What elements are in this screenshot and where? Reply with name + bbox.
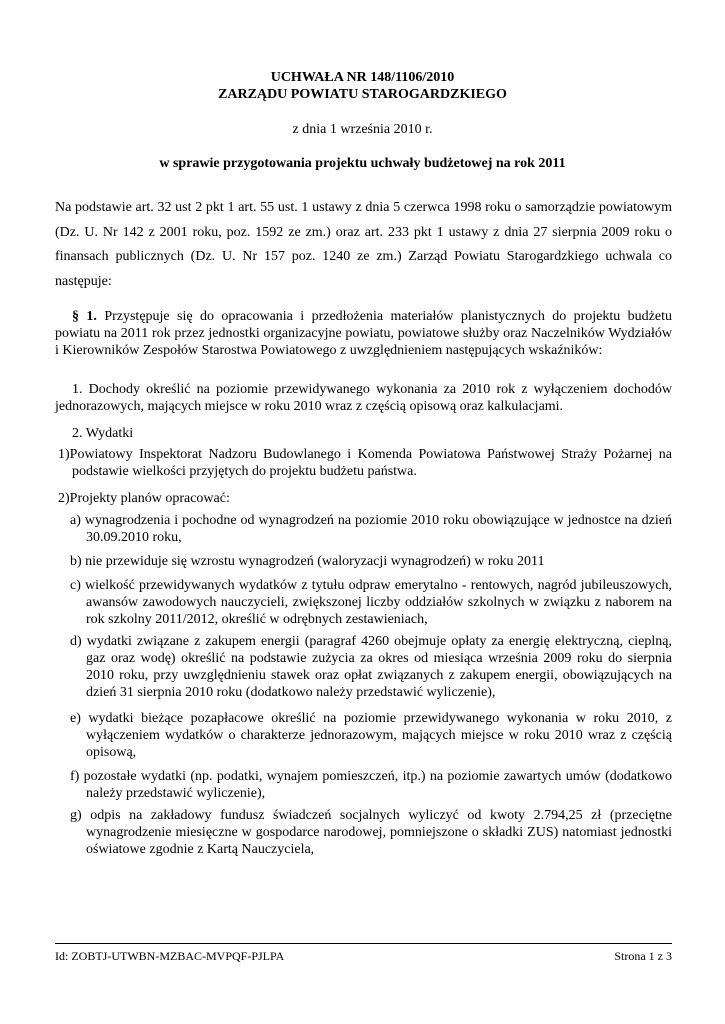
document-id: Id: ZOBTJ-UTWBN-MZBAC-MVPQF-PJLPA bbox=[55, 949, 285, 963]
subitem-c: c) wielkość przewidywanych wydatków z tytułu odpraw emerytalno - rentowych, nagród jubileuszowych, awansów zawodowych nauczycieli, zwiększonej liczby oddziałów szkolnych w związku z naborem na rok szkolny 2011/2012, określić w odrębnych zestawieniach, bbox=[70, 578, 672, 627]
resolution-title bbox=[0, 69, 725, 103]
resolution-date: z dnia 1 września 2010 r. bbox=[292, 122, 433, 137]
subitem-a: a) wynagrodzenia i pochodne od wynagrodzeń na poziomie 2010 roku obowiązujące w jednostce na dzień 30.09.2010 roku, bbox=[70, 513, 672, 545]
section-1-text: Przystępuje się do opracowania i przedłożenia materiałów planistycznych do projektu budżetu powiatu na 2011 rok przez jednostki organizacyjne powiatu, powiatowe służby oraz Naczelników Wydziałów i Kierowników Zespołów Starostwa Powiatowego z uwzględnieniem następujących wskaźników: bbox=[55, 309, 673, 358]
title-line-2: ZARZĄDU POWIATU STAROGARDZKIEGO bbox=[218, 87, 507, 102]
subitem-f: f) pozostałe wydatki (np. podatki, wynajem pomieszczeń, itp.) na poziomie zawartych umów (dodatkowo należy przedstawić wyliczenie), bbox=[70, 769, 672, 801]
title-line-1: UCHWAŁA NR 148/1106/2010 bbox=[270, 70, 455, 85]
page-number: Strona 1 z 3 bbox=[614, 949, 672, 963]
item-expenses-heading: 2. Wydatki bbox=[72, 426, 134, 441]
item-income: 1. Dochody określić na poziomie przewidywanego wykonania za 2010 rok z wyłączeniem dochodów jednorazowych, mających miejsce w roku 2010 wraz z częścią opisową oraz kalkulacjami. bbox=[55, 382, 672, 414]
section-1-paragraph bbox=[55, 308, 672, 359]
legal-basis-paragraph: Na podstawie art. 32 ust 2 pkt 1 art. 55 ust. 1 ustawy z dnia 5 czerwca 1998 roku o samorządzie powiatowym (Dz. U. Nr 142 z 2001 roku, poz. 1592 ze zm.) oraz art. 233 pkt 1 ustawy z dnia 27 sierpnia 2009 roku o finansach publicznych (Dz. U. Nr 157 poz. 1240 ze zm.) Zarząd Powiatu Starogardzkiego uchwala co następuje: bbox=[55, 200, 672, 289]
resolution-subject: w sprawie przygotowania projektu uchwały budżetowej na rok 2011 bbox=[159, 156, 566, 171]
item-expenses-1: 1)Powiatowy Inspektorat Nadzoru Budowlanego i Komenda Powiatowa Państwowej Straży Pożarnej na podstawie wielkości przyjętych do projektu budżetu państwa. bbox=[58, 447, 672, 479]
subitem-e: e) wydatki bieżące pozapłacowe określić na poziomie przewidywanego wykonania w roku 2010, z wyłączeniem wydatków o charakterze jednorazowym, mających miejsce w roku 2010 wraz z częścią opisową, bbox=[70, 711, 672, 760]
footer-divider bbox=[55, 943, 672, 944]
subitem-d: d) wydatki związane z zakupem energii (paragraf 4260 obejmuje opłaty za energię elektryczną, cieplną, gaz oraz wodę) określić na podstawie zużycia za okres od miesiąca września 2009 roku do sierpnia 2010 roku, przy uwzględnieniu stawek oraz opłat związanych z zakupem energii, obowiązujących na dzień 31 sierpnia 2010 roku (dodatkowo należy przedstawić wyliczenie), bbox=[70, 634, 672, 700]
subitem-b: b) nie przewiduje się wzrostu wynagrodzeń (waloryzacji wynagrodzeń) w roku 2011 bbox=[70, 554, 545, 569]
subitem-g: g) odpis na zakładowy fundusz świadczeń socjalnych wyliczyć od kwoty 2.794,25 zł (przeciętne wynagrodzenie miesięczne w gospodarce narodowej, pomniejszone o składki ZUS) natomiast jednostki oświatowe zgodnie z Kartą Nauczyciela, bbox=[70, 808, 672, 857]
item-expenses-2: 2)Projekty planów opracować: bbox=[58, 491, 230, 506]
section-1-mark: § 1. bbox=[72, 309, 97, 324]
